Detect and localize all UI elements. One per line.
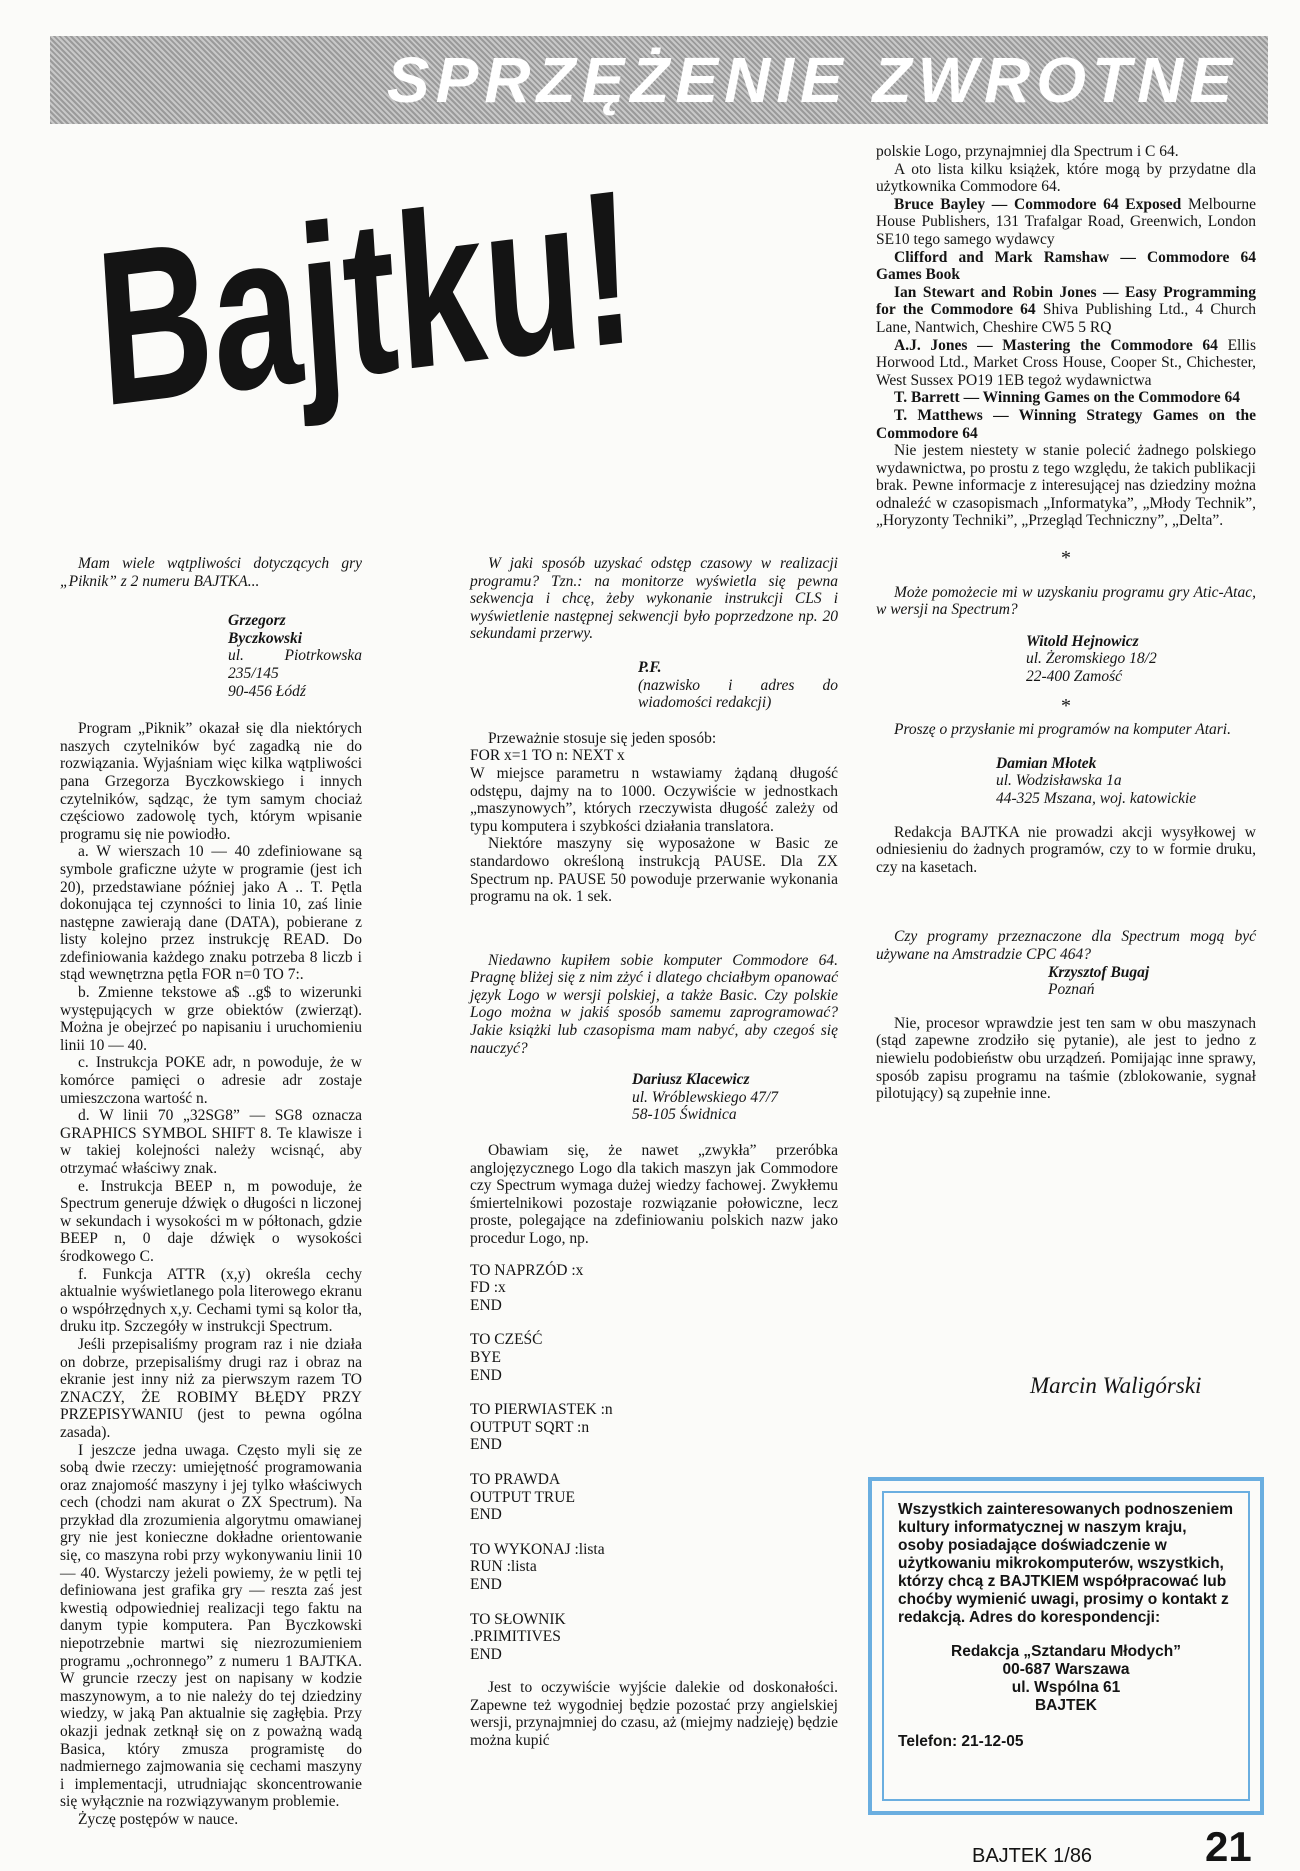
book-title: Clifford and Mark Ramshaw — Commodore 64 Games Book xyxy=(876,248,1256,284)
text-paragraph: polskie Logo, przynajmniej dla Spectrum i C 64. xyxy=(876,143,1179,160)
reply-paragraph: Niektóre maszyny się wyposażone w Basic ze standardowo określoną instrukcją PAUSE. Dla ZX Spectrum np. PAUSE 50 powoduje przerwanie wykonania programu na ok. 1 sek. xyxy=(470,835,838,906)
signature-address: ul. Żeromskiego 18/2 xyxy=(1026,650,1157,668)
book-info: Ellis Horwood Ltd., Market Cross House, Cooper St., Chichester, West Sussex PO19 1EB tegoż wydawnictwa xyxy=(876,336,1256,389)
page-number: 21 xyxy=(1205,1823,1252,1870)
article-author: Marcin Waligórski xyxy=(1030,1373,1202,1398)
text-paragraph: A oto lista kilku książek, które mogą by przydatne dla użytkownika Commodore 64. xyxy=(876,160,1256,196)
reply-paragraph: Obawiam się, że nawet „zwykła” przeróbka anglojęzycznego Logo dla takich maszyn jak Commodore czy Spectrum wymaga dużej wiedzy fachowej. Zwykłemu śmiertelnikowi pozostaje rozwiązanie połowiczne, lecz proste, polegające na zdefiniowaniu polskich nazw jako procedur Logo, np. xyxy=(470,1142,838,1247)
editor-reply xyxy=(470,730,838,906)
reply-paragraph: f. Funkcja ATTR (x,y) określa cechy aktualnie wyświetlanego pola literowego ekranu o współrzędnych x,y. Cechami tymi są kolor tła, druku itp. Szczegóły w instrukcji Spectrum. xyxy=(60,1265,362,1336)
code-line: END xyxy=(470,1575,502,1593)
book-entry xyxy=(876,389,1256,407)
signature-address: ul. Piotrkowska 235/145 xyxy=(228,647,362,682)
code-line: END xyxy=(470,1296,502,1314)
reader-letter: Niedawno kupiłem sobie komputer Commodore 64. Pragnę bliżej się z nim zżyć i dlatego chciałbym opanować język Logo w wersji polskiej, a także Basic. Czy polskie Logo można w jakiś sposób samemu zaprogramować? Jakie książki lub czasopisma mam nabyć, aby czegoś się nauczyć? xyxy=(470,951,838,1057)
reader-letter: W jaki sposób uzyskać odstęp czasowy w realizacji programu? Tzn.: na monitorze wyświetla się pewna sekwencja i chcę, żeby wykonanie instrukcji CLS i wyświetlenie następnej sekwencji było poprzedzone np. 20 sekundami przerwy. xyxy=(470,555,838,643)
signature-address: ul. Wodzisławska 1a xyxy=(996,772,1122,790)
code-block xyxy=(470,1611,838,1664)
address-line: 00-687 Warszawa xyxy=(1002,1661,1130,1678)
reply-paragraph: Redakcja BAJTKA nie prowadzi akcji wysyłkowej w odniesieniu do żadnych programów, czy to w formie druku, czy na kasetach. xyxy=(876,823,1256,876)
book-title: T. Matthews — Winning Strategy Games on the Commodore 64 xyxy=(876,406,1256,442)
reply-paragraph: Życzę postępów w nauce. xyxy=(78,1810,239,1828)
code-block xyxy=(470,1401,838,1454)
book-entry xyxy=(876,407,1256,442)
editor-reply xyxy=(60,720,362,1828)
address-line: ul. Wspólna 61 xyxy=(1011,1679,1121,1696)
column-1 xyxy=(60,555,362,1829)
signature-city: 58-105 Świdnica xyxy=(632,1106,737,1124)
column-3 xyxy=(876,143,1256,1103)
reader-letter: Czy programy przeznaczone dla Spectrum mogą być używane na Amstradzie CPC 464? xyxy=(876,928,1256,963)
signature-name: P.F. xyxy=(638,658,662,676)
book-title: A.J. Jones — Mastering the Commodore 64 xyxy=(894,336,1218,354)
code-line: TO PIERWIASTEK :n xyxy=(470,1401,613,1419)
signature-name: Witold Hejnowicz xyxy=(1026,632,1139,650)
signature-note: (nazwisko i adres do wiadomości redakcji) xyxy=(638,676,838,712)
letter-signature xyxy=(876,755,1256,808)
letter-signature xyxy=(876,964,1256,999)
contact-box-inner xyxy=(882,1491,1250,1801)
contact-address xyxy=(898,1643,1234,1715)
code-block xyxy=(470,1331,838,1384)
reader-letter: Proszę o przysłanie mi programów na komputer Atari. xyxy=(894,721,1231,739)
reply-paragraph: e. Instrukcja BEEP n, m powoduje, że Spectrum generuje dźwięk o długości n liczonej w sekundach i wysokości m w półtonach, gdzie BEEP n, 0 daje dźwięk o wysokości środkowego C. xyxy=(60,1177,362,1265)
reader-letter: Może pomożecie mi w uzyskaniu programu gry Atic-Atac, w wersji na Spectrum? xyxy=(876,583,1256,619)
code-line: OUTPUT SQRT :n xyxy=(470,1418,590,1436)
signature-address: ul. Wróblewskiego 47/7 xyxy=(632,1088,778,1106)
reply-paragraph: b. Zmienne tekstowe a$ ..g$ to wizerunki występujących w grze obiektów (zwierząt). Można je obejrzeć po napisaniu i uruchomieniu linii 10 — 40. xyxy=(60,984,362,1054)
section-separator: * xyxy=(1061,547,1071,570)
letter-signature xyxy=(876,633,1256,686)
book-title: Bruce Bayley — Commodore 64 Exposed xyxy=(894,195,1182,213)
section-title: SPRZĘŻENIE ZWROTNE xyxy=(386,44,1238,116)
contact-box xyxy=(868,1477,1264,1815)
book-entry xyxy=(876,249,1256,284)
reply-paragraph: W miejsce parametru n wstawiamy żądaną długość odstępu, dajmy na to 1000. Oczywiście w jednostkach „maszynowych”, których rzeczywista długość zależy od typu komputera i szybkości działania translatora. xyxy=(470,764,838,835)
reply-paragraph: I jeszcze jedna uwaga. Często myli się ze sobą dwie rzeczy: umiejętność programowania oraz znajomość maszyny i jej tylko właściwych cech (chodzi nam akurat o ZX Spectrum). Na przykład dla zrozumienia algorytmu omawianej gry nie jest konieczne dokładne orientowanie się, co maszyna robi przy wykonywaniu linii 10 — 40. Wystarczy jeżeli powiemy, że w pętli tej definiowana jest grafika gry — reszta zaś jest kwestią odpowiedniej realizacji tego faktu na danym typie komputera. Pan Byczkowski niepotrzebnie martwi się niezrozumieniem programu „ochronnego” z numeru 1 BAJTKA. W gruncie rzeczy jest on napisany w kodzie maszynowym, a to nie należy do tej dziedziny wiedzy, w jaką Pan aktualnie się zagłębia. Przy okazji jednak zetknął się on z poważną wadą Basica, który zmusza programistę do nadmiernego zajmowania się cechami maszyny i implementacji, utrudniając skoncentrowanie się wyłącznie na rozwiązywanym problemie. xyxy=(60,1441,362,1811)
code-line: TO WYKONAJ :lista xyxy=(470,1540,605,1558)
code-line: TO SŁOWNIK xyxy=(470,1610,566,1628)
book-entry xyxy=(876,337,1256,390)
letter-signature xyxy=(470,659,838,712)
address-line: Redakcja „Sztandaru Młodych” xyxy=(951,1643,1181,1660)
code-line: BYE xyxy=(470,1348,501,1366)
book-title: T. Barrett — Winning Games on the Commodore 64 xyxy=(894,389,1241,407)
code-block xyxy=(470,1541,838,1594)
section-separator: * xyxy=(1061,694,1071,717)
letter-signature xyxy=(60,612,362,700)
code-line: END xyxy=(470,1366,502,1384)
code-line: TO PRAWDA xyxy=(470,1470,561,1488)
book-info: Melbourne House Publishers, 131 Trafalgar Road, Greenwich, London SE10 tego samego wydawcy xyxy=(876,195,1257,248)
reply-paragraph: Jest to oczywiście wyjście dalekie od doskonałości. Zapewne też wygodniej będzie pozostać przy angielskiej wersji, przynajmniej do czasu, aż (miejmy nadzieję) będzie można kupić xyxy=(470,1679,838,1750)
code-line: END xyxy=(470,1645,502,1663)
book-info: Shiva Publishing Ltd., 4 Church Lane, Nantwich, Cheshire CW5 5 RQ xyxy=(876,301,1257,336)
signature-name: Damian Młotek xyxy=(996,754,1097,772)
issue-label: BAJTEK 1/86 xyxy=(972,1845,1093,1867)
reply-paragraph: Program „Piknik” okazał się dla niektórych naszych czytelników być zagadką nie do rozwiązania. Wyjaśniam więc kilka wątpliwości pana Grzegorza Byczkowskiego i innych czytelników, sądząc, że tym samym chociaż częściowo zadowolę tych, którym wpisanie programu się nie powiodło. xyxy=(60,720,362,843)
reply-paragraph: Przeważnie stosuje się jeden sposób: xyxy=(488,729,717,747)
code-line: END xyxy=(470,1506,502,1524)
code-block xyxy=(470,1471,838,1524)
signature-city: 90-456 Łódź xyxy=(228,682,306,700)
address-line: BAJTEK xyxy=(1034,1697,1097,1714)
code-line: END xyxy=(470,1436,502,1454)
code-block xyxy=(470,1262,838,1315)
book-entry xyxy=(876,284,1256,337)
book-entry xyxy=(876,196,1256,249)
book-list xyxy=(876,196,1256,442)
reply-paragraph: Nie, procesor wprawdzie jest ten sam w obu maszynach (stąd zapewne zrodziło się pytanie), ale jest to jedno z niewielu podobieństw obu urządzeń. Pomijając inne sprawy, sposób zapisu programu na taśmie (zblokowanie, sygnał pilotujący) są zupełnie inne. xyxy=(876,1014,1256,1103)
headline: Bajtku! xyxy=(90,142,641,453)
letter-signature xyxy=(470,1071,838,1124)
signature-city: Poznań xyxy=(1048,981,1095,999)
book-title: Ian Stewart and Robin Jones — Easy Programming for the Commodore 64 xyxy=(876,283,1256,319)
reply-paragraph: a. W wierszach 10 — 40 zdefiniowane są symbole graficzne użyte w programie (jest ich 20), przedstawiane później jako A .. T. Pętla dokonująca tej czynności to linia 10, zaś linie następne zawierają dane (DATA), pobierane z listy kolejno przez instrukcję READ. Do zdefiniowania każdego znaku potrzeba 8 liczb i stąd wewnętrzna pętla FOR n=0 TO 7:. xyxy=(60,843,362,984)
code-line: RUN :lista xyxy=(470,1558,537,1576)
reply-paragraph: d. W linii 70 „32SG8” — SG8 oznacza GRAPHICS SYMBOL SHIFT 8. Te klawisze i w takiej kolejności należy wcisnąć, aby otrzymać właściwy znak. xyxy=(60,1107,362,1177)
reply-paragraph: c. Instrukcja POKE adr, n powoduje, że w komórce pamięci o adresie adr zostaje umieszczona wartość n. xyxy=(60,1054,362,1107)
reply-paragraph: Jeśli przepisaliśmy program raz i nie działa on dobrze, przepisaliśmy drugi raz i obraz na ekranie jest inny niż za pierwszym razem TO ZNACZY, ŻE ROBIMY BŁĘDY PRZY PRZEPISYWANIU (jest to pewna ogólna zasada). xyxy=(60,1335,362,1441)
code-line: TO NAPRZÓD :x xyxy=(470,1261,584,1279)
contact-intro: Wszystkich zainteresowanych podnoszeniem kultury informatycznej w naszym kraju, osoby posiadające doświadczenie w użytkowaniu mikrokomputerów, wszystkich, którzy chcą z BAJTKIEM współpracować lub choćby wymienić uwagi, prosimy o kontakt z redakcją. Adres do korespondencji: xyxy=(898,1501,1234,1626)
signature-name: Dariusz Klacewicz xyxy=(632,1071,750,1089)
signature-name: Krzysztof Bugaj xyxy=(1048,963,1150,981)
text-paragraph: Nie jestem niestety w stanie polecić żadnego polskiego wydawnictwa, po prostu z tego względu, że takich publikacji brak. Pewne informacje z interesującej nas dziedziny można odnaleźć w czasopismach „Informatyka”, „Młody Technik”, „Horyzonty Techniki”, „Przegląd Techniczny”, „Delta”. xyxy=(876,442,1256,530)
signature-city: 44-325 Mszana, woj. katowickie xyxy=(996,790,1197,807)
signature-name: Grzegorz Byczkowski xyxy=(228,612,303,647)
contact-phone: Telefon: 21-12-05 xyxy=(898,1733,1024,1750)
logo-code-listing xyxy=(470,1262,838,1664)
code-line: .PRIMITIVES xyxy=(470,1628,561,1646)
section-banner xyxy=(50,36,1268,124)
signature-city: 22-400 Zamość xyxy=(1026,668,1123,686)
column-2 xyxy=(470,555,838,1750)
code-line: OUTPUT TRUE xyxy=(470,1488,575,1506)
code-line: FD :x xyxy=(470,1279,506,1297)
code-line: FOR x=1 TO n: NEXT x xyxy=(470,747,625,765)
code-line: TO CZEŚĆ xyxy=(470,1331,543,1349)
reader-letter: Mam wiele wątpliwości dotyczących gry „Piknik” z 2 numeru BAJTKA... xyxy=(60,555,362,590)
